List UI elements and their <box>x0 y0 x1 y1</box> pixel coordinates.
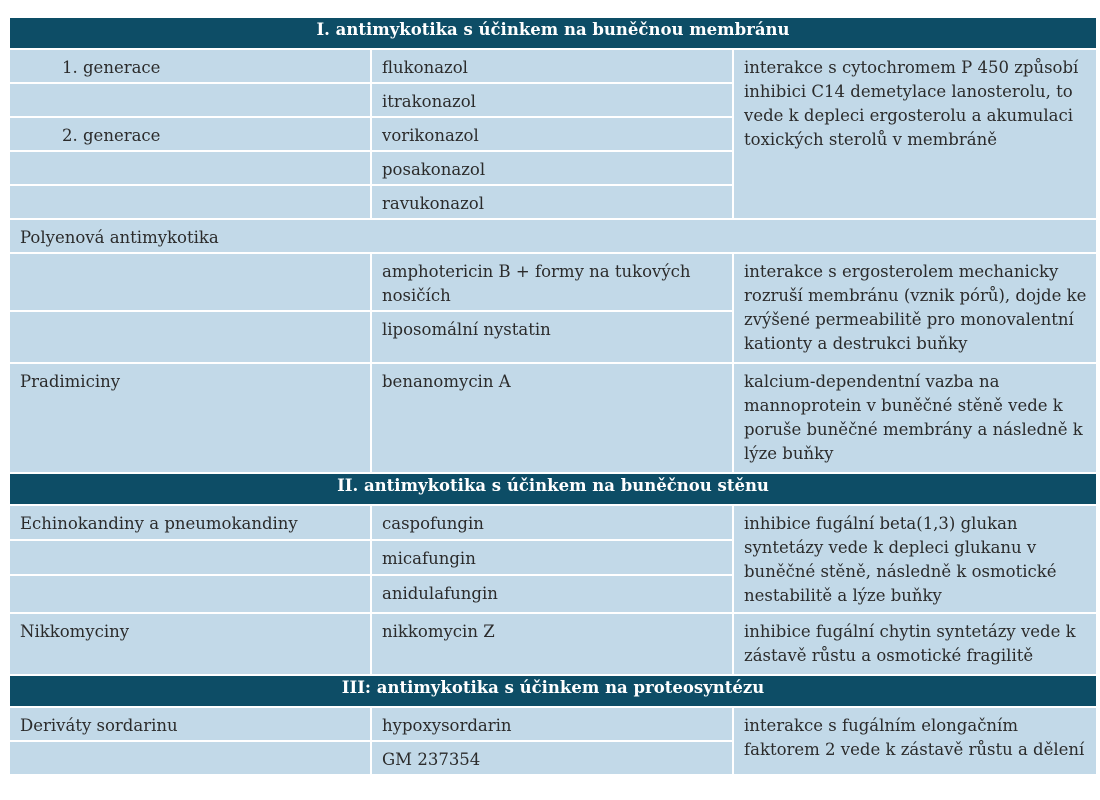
category-cell <box>9 741 371 775</box>
mechanism-cell: interakce s cytochromem P 450 způsobí inhibici C14 demetylace lanosterolu, to vede k depleci ergosterolu a akumulaci toxických sterolů v membráně <box>733 49 1097 219</box>
section-title: II. antimykotika s účinkem na buněčnou stěnu <box>9 473 1097 505</box>
category-cell: Nikkomyciny <box>9 613 371 675</box>
drug-cell: posakonazol <box>371 151 733 185</box>
category-cell: 1. generace <box>9 49 371 83</box>
drug-cell: liposomální nystatin <box>371 311 733 363</box>
table-row <box>9 363 1097 473</box>
category-cell <box>9 253 371 311</box>
drug-cell: micafungin <box>371 540 733 575</box>
section-header <box>9 473 1097 505</box>
category-cell <box>9 151 371 185</box>
drug-cell: caspofungin <box>371 505 733 540</box>
category-cell: 2. generace <box>9 117 371 151</box>
category-cell <box>9 540 371 575</box>
category-cell: Deriváty sordarinu <box>9 707 371 741</box>
category-cell: Polyenová antimykotika <box>9 219 1097 253</box>
section-header <box>9 17 1097 49</box>
category-cell <box>9 185 371 219</box>
antifungal-table <box>8 16 1098 776</box>
drug-cell: benanomycin A <box>371 363 733 473</box>
drug-cell: itrakonazol <box>371 83 733 117</box>
drug-cell: nikkomycin Z <box>371 613 733 675</box>
section-title: I. antimykotika s účinkem na buněčnou membránu <box>9 17 1097 49</box>
drug-cell: GM 237354 <box>371 741 733 775</box>
category-cell <box>9 83 371 117</box>
drug-cell: hypoxysordarin <box>371 707 733 741</box>
drug-cell: flukonazol <box>371 49 733 83</box>
table-row <box>9 707 1097 741</box>
drug-cell: anidulafungin <box>371 575 733 613</box>
table-row <box>9 49 1097 83</box>
drug-cell: amphotericin B + formy na tukových nosičích <box>371 253 733 311</box>
section-header <box>9 675 1097 707</box>
drug-cell: vorikonazol <box>371 117 733 151</box>
mechanism-cell: inhibice fugální chytin syntetázy vede k zástavě růstu a osmotické fragilitě <box>733 613 1097 675</box>
category-cell <box>9 575 371 613</box>
mechanism-cell: inhibice fugální beta(1,3) glukan syntetázy vede k depleci glukanu v buněčné stěně, následně k osmotické nestabilitě a lýze buňky <box>733 505 1097 613</box>
table-row <box>9 219 1097 253</box>
table-row <box>9 505 1097 540</box>
section-title: III: antimykotika s účinkem na proteosyntézu <box>9 675 1097 707</box>
mechanism-cell: kalcium-dependentní vazba na mannoprotein v buněčné stěně vede k poruše buněčné membrány a následně k lýze buňky <box>733 363 1097 473</box>
category-cell: Echinokandiny a pneumokandiny <box>9 505 371 540</box>
mechanism-cell: interakce s ergosterolem mechanicky rozruší membránu (vznik pórů), dojde ke zvýšené permeabilitě pro monovalentní kationty a destrukci buňky <box>733 253 1097 363</box>
table-row <box>9 613 1097 675</box>
mechanism-cell: interakce s fugálním elongačním faktorem 2 vede k zástavě růstu a dělení <box>733 707 1097 775</box>
category-cell <box>9 311 371 363</box>
drug-cell: ravukonazol <box>371 185 733 219</box>
category-cell: Pradimiciny <box>9 363 371 473</box>
table-row <box>9 253 1097 311</box>
